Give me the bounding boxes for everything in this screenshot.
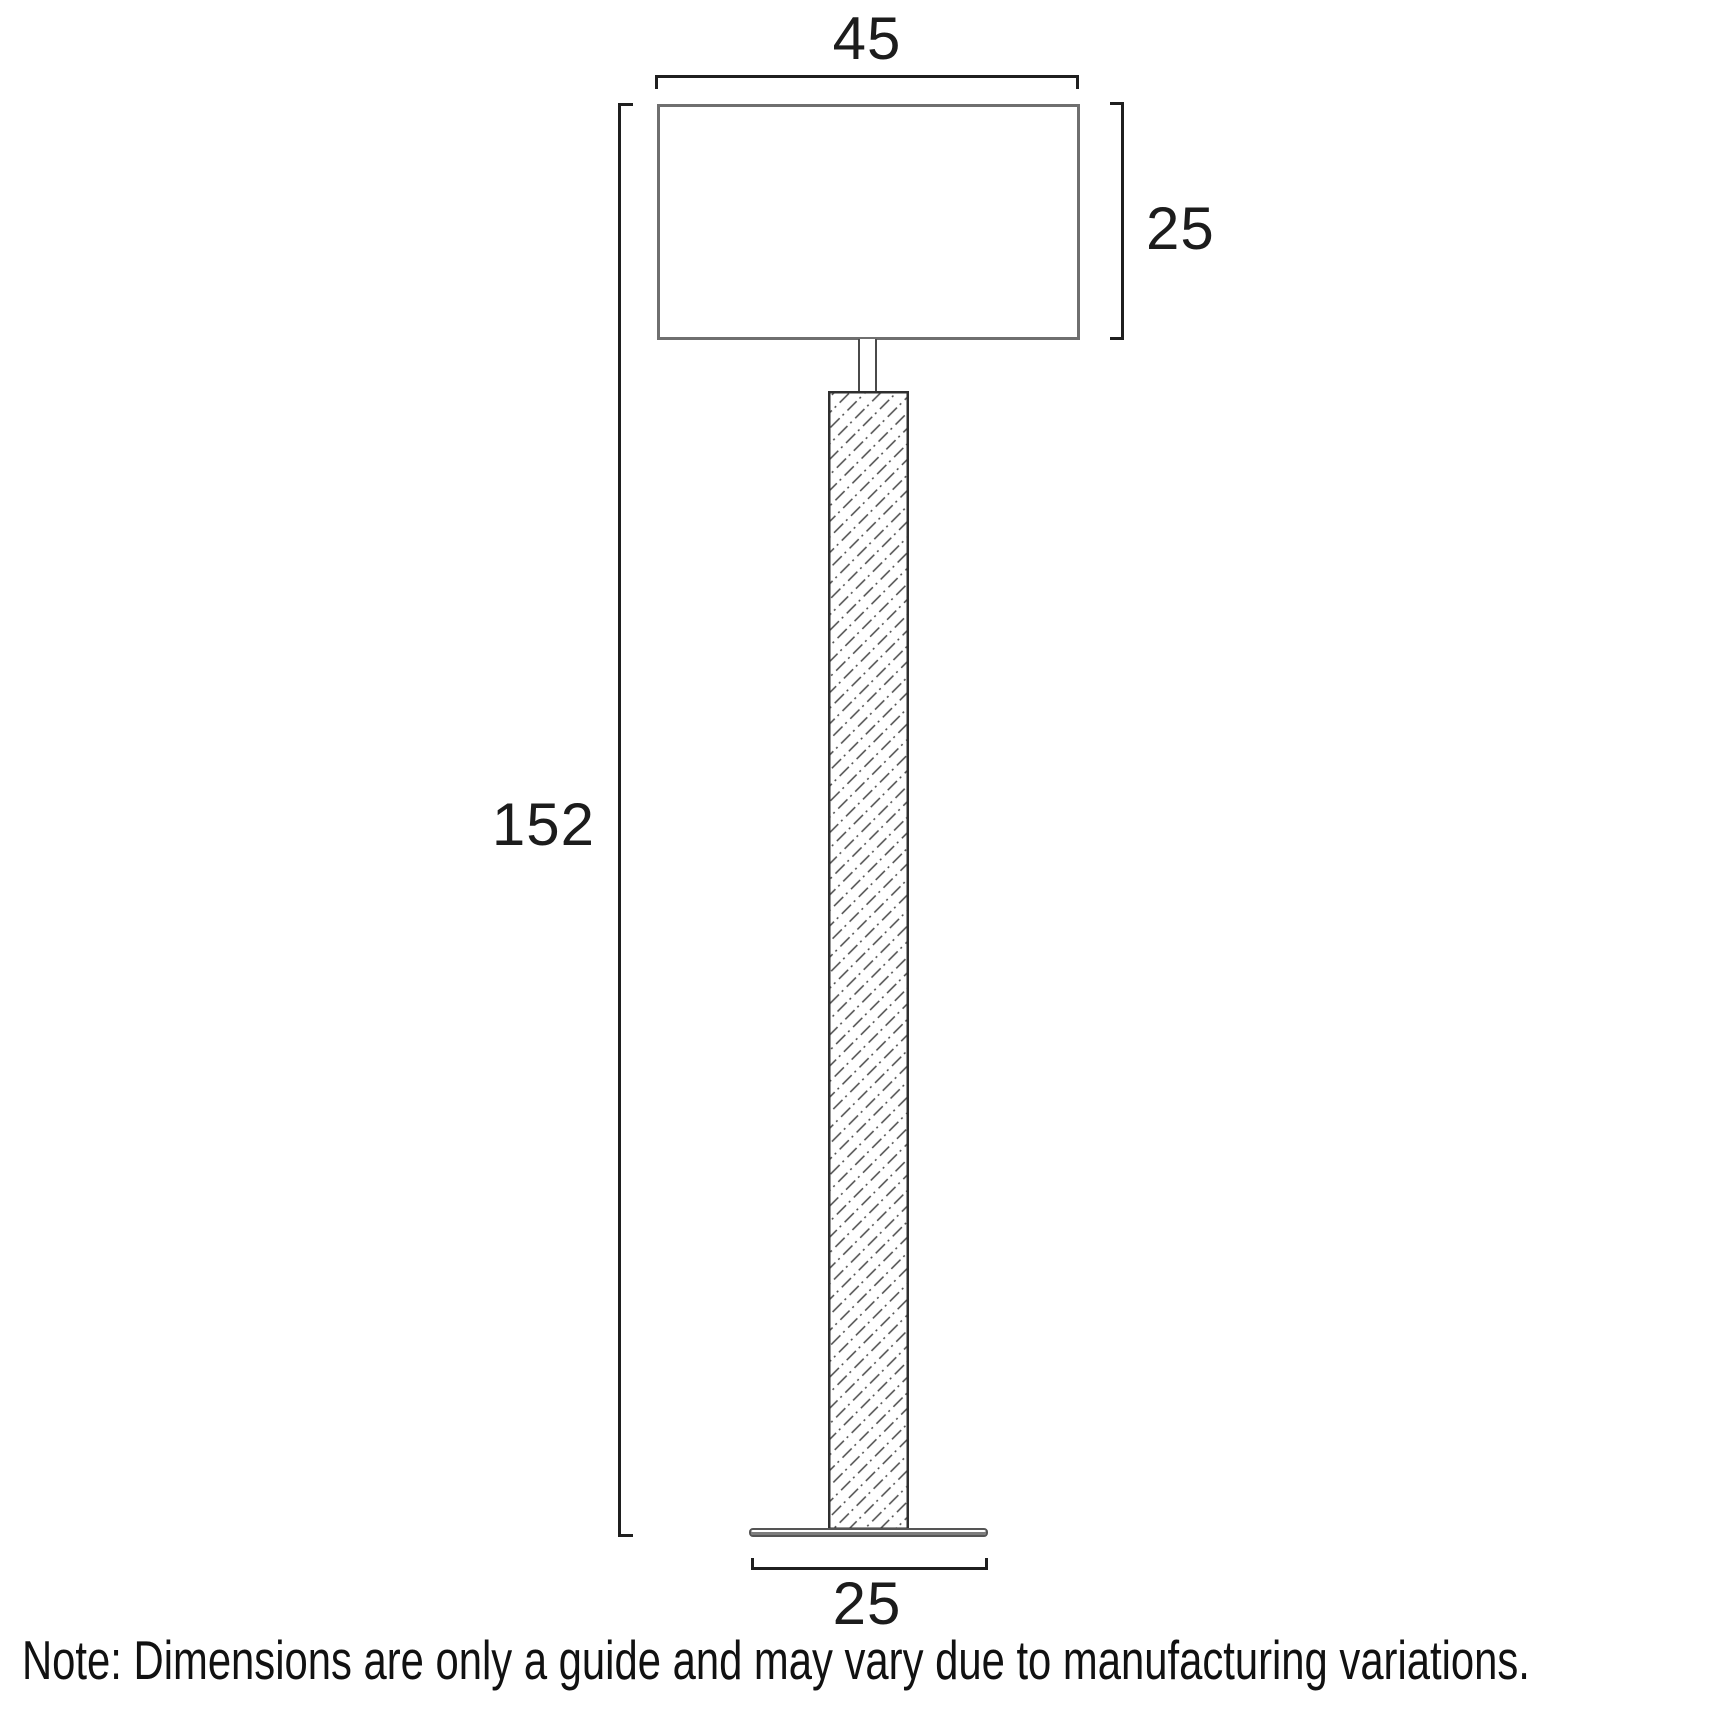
dimensions-note: Note: Dimensions are only a guide and may vary due to manufacturing variations. — [22, 1629, 1530, 1691]
lamp-neck — [858, 339, 877, 393]
total-height-label: 152 — [491, 791, 595, 858]
base-width-label: 25 — [832, 1570, 902, 1637]
total-height-dimension-line — [618, 103, 633, 1537]
base-plate — [749, 1528, 988, 1537]
shade-height-label: 25 — [1146, 195, 1215, 262]
lamp-column — [828, 391, 909, 1530]
shade-height-dimension-line — [1110, 102, 1124, 340]
column-hatch-fill — [829, 392, 908, 1529]
base-width-dimension-line — [751, 1558, 988, 1570]
shade-width-label: 45 — [832, 5, 902, 72]
shade-width-dimension-line — [655, 75, 1079, 89]
lamp-shade — [657, 104, 1080, 340]
